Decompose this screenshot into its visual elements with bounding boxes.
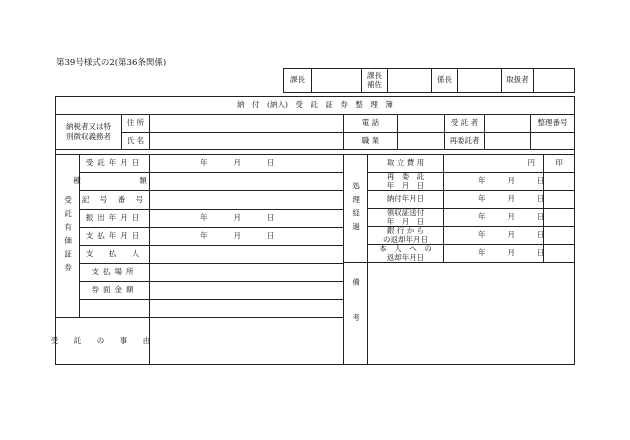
securities-row-value-4[interactable]: 年 月 日 <box>150 210 344 228</box>
kakaricho-stamp-cell[interactable] <box>458 69 502 93</box>
securities-row-label-9 <box>80 300 150 318</box>
securities-row-label-4: 振出年月日 <box>80 210 150 228</box>
kacho-label: 課長 <box>284 69 312 93</box>
securities-row-label-8: 券面金額 <box>80 282 150 300</box>
occupation-label: 職 業 <box>344 133 398 150</box>
processing-row-label-2: 納付年月日 <box>368 191 444 209</box>
seal-cell[interactable] <box>544 155 574 173</box>
processing-section-label: 処理経過 <box>344 155 368 263</box>
securities-row-value-5[interactable]: 年 月 日 <box>150 228 344 246</box>
occupation-field[interactable] <box>398 133 445 150</box>
ref-number-label: 整理番号 <box>531 115 574 133</box>
securities-row-label-3: 記 号 番 号 <box>80 191 150 210</box>
phone-label: 電 話 <box>344 115 398 133</box>
processing-row-label-5: 本 人 へ の 返却年月日 <box>368 245 444 263</box>
securities-row-value-8[interactable] <box>150 282 344 300</box>
trustee-label: 受 託 者 <box>445 115 485 133</box>
securities-row-label-6: 支 払 人 <box>80 246 150 264</box>
kacho-hosa-label: 課長 補佐 <box>362 69 388 93</box>
processing-row-seal-1[interactable] <box>544 173 574 191</box>
ledger-table <box>50 96 575 365</box>
processing-row-value-5[interactable]: 年 月 日 <box>444 245 544 263</box>
approval-stamp-box <box>283 68 575 93</box>
processing-row-label-1: 再 委 託 年 月 日 <box>368 173 444 191</box>
securities-row-value-1[interactable]: 年 月 日 <box>150 155 344 173</box>
processing-row-value-3[interactable]: 年 月 日 <box>444 209 544 227</box>
name-field[interactable] <box>150 133 344 150</box>
remarks-label: 備考 <box>344 263 368 364</box>
securities-section-label: 受託有価証券 <box>56 155 80 318</box>
cost-field[interactable]: 円 <box>444 155 544 173</box>
securities-row-value-2[interactable] <box>150 173 344 191</box>
kacho-hosa-stamp-cell[interactable] <box>388 69 432 93</box>
form-number-title: 第39号様式の2(第36条関係) <box>56 58 167 68</box>
processing-row-label-4: 銀 行 か ら の返却年月日 <box>368 227 444 245</box>
securities-row-label-1: 受託年月日 <box>80 155 150 173</box>
securities-row-value-3[interactable] <box>150 191 344 210</box>
processing-row-value-1[interactable]: 年 月 日 <box>444 173 544 191</box>
processing-row-seal-5[interactable] <box>544 245 574 263</box>
kacho-stamp-cell[interactable] <box>312 69 362 93</box>
address-label: 住 所 <box>122 115 150 133</box>
address-field[interactable] <box>150 115 344 133</box>
re-trustee-label: 再委託者 <box>445 133 485 150</box>
toriatsukaisha-stamp-cell[interactable] <box>534 69 575 93</box>
ledger-title: 納 付 (納入) 受 託 証 券 整 理 簿 <box>56 97 574 115</box>
cost-label: 取 立 費 用 <box>368 155 444 173</box>
processing-row-label-3: 領収証送付 年 月 日 <box>368 209 444 227</box>
securities-row-value-6[interactable] <box>150 246 344 264</box>
processing-row-value-4[interactable]: 年 月 日 <box>444 227 544 245</box>
reason-label: 受 託 の 事 由 <box>56 318 150 364</box>
processing-row-seal-2[interactable] <box>544 191 574 209</box>
phone-field[interactable] <box>398 115 445 133</box>
securities-row-value-9[interactable] <box>150 300 344 318</box>
seal-label: 印 <box>555 158 563 168</box>
reason-field[interactable] <box>150 318 344 364</box>
processing-row-seal-4[interactable] <box>544 227 574 245</box>
trustee-field[interactable] <box>485 115 531 133</box>
securities-row-label-5: 支払年月日 <box>80 228 150 246</box>
re-trustee-field[interactable] <box>485 133 531 150</box>
processing-row-seal-3[interactable] <box>544 209 574 227</box>
securities-row-label-2: 種 類 <box>80 173 150 191</box>
taxpayer-label: 納税者又は特 別徴収義務者 <box>56 115 122 150</box>
securities-row-label-7: 支払場所 <box>80 264 150 282</box>
kakaricho-label: 係長 <box>432 69 458 93</box>
name-label: 氏 名 <box>122 133 150 150</box>
remarks-field[interactable] <box>368 263 574 364</box>
processing-row-value-2[interactable]: 年 月 日 <box>444 191 544 209</box>
toriatsukaisha-label: 取扱者 <box>502 69 534 93</box>
ref-number-field[interactable] <box>531 133 574 150</box>
securities-row-value-7[interactable] <box>150 264 344 282</box>
